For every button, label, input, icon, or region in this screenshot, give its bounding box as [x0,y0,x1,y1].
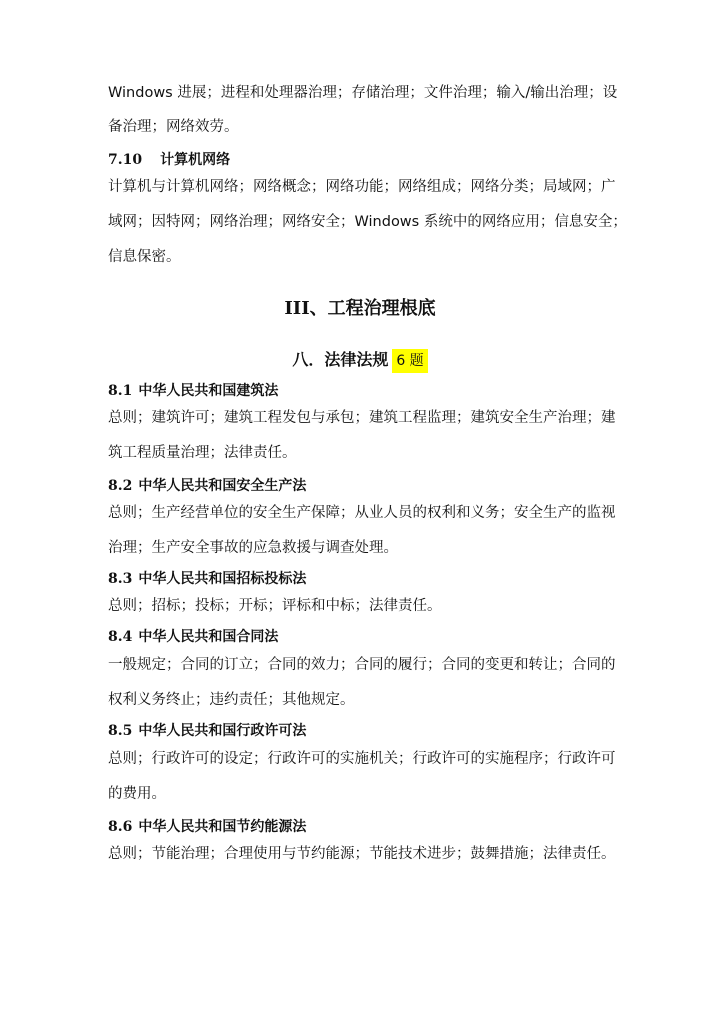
body-line: 总则；建筑许可；建筑工程发包与承包；建筑工程监理；建筑安全生产治理；建 [108,410,616,426]
body-line: 权利义务终止；违约责任；其他规定。 [108,692,355,708]
section-title: 中华人民共和国招标投标法 [138,571,307,587]
body-line: 备治理；网络效劳。 [108,119,239,135]
body-line: 总则；节能治理；合理使用与节约能源；节能技术进步；鼓舞措施；法律责任。 [108,846,616,862]
body-line: 的费用。 [108,786,166,802]
body-line: Windows 进展；进程和处理器治理；存储治理；文件治理；输入/输出治理；设 [108,85,618,101]
section-title: 中华人民共和国合同法 [138,629,279,645]
chapter-title [0,348,720,373]
section-heading-8-4 [108,627,628,647]
section-heading-8-1 [108,381,628,401]
body-line: 总则；生产经营单位的安全生产保障；从业人员的权利和义务；安全生产的监视 [108,505,616,521]
body-line: 计算机与计算机网络；网络概念；网络功能；网络组成；网络分类；局域网；广 [108,179,616,195]
section-number: 8.2 [108,478,133,494]
section-heading-8-6 [108,817,628,837]
body-line: 治理；生产安全事故的应急救援与调查处理。 [108,540,398,556]
section-number: 8.6 [108,819,133,835]
section-number: 7.10 [108,152,143,168]
body-line: 一般规定；合同的订立；合同的效力；合同的履行；合同的变更和转让；合同的 [108,657,616,673]
section-title: 中华人民共和国建筑法 [138,383,279,399]
section-heading-8-2 [108,476,628,496]
section-number: 8.5 [108,723,133,739]
section-number: 8.1 [108,383,133,399]
section-heading-8-5 [108,721,628,741]
chapter-title-text: 八．法律法规 [292,350,389,369]
body-line: 信息保密。 [108,249,181,265]
section-heading-7-10 [108,150,628,170]
section-title: 中华人民共和国安全生产法 [138,478,307,494]
section-heading-8-3 [108,569,628,589]
section-number: 8.3 [108,571,133,587]
body-line: 筑工程质量治理；法律责任。 [108,445,297,461]
part-title: III、工程治理根底 [284,298,436,319]
section-title: 计算机网络 [160,152,231,168]
section-title: 中华人民共和国行政许可法 [138,723,307,739]
body-line: 总则；行政许可的设定；行政许可的实施机关；行政许可的实施程序；行政许可 [108,751,616,767]
body-line: 域网；因特网；网络治理；网络安全；Windows 系统中的网络应用；信息安全； [108,214,627,230]
body-line: 总则；招标；投标；开标；评标和中标；法律责任。 [108,598,442,614]
question-count-highlight: 6 题 [392,349,427,373]
section-title: 中华人民共和国节约能源法 [138,819,307,835]
section-number: 8.4 [108,629,133,645]
